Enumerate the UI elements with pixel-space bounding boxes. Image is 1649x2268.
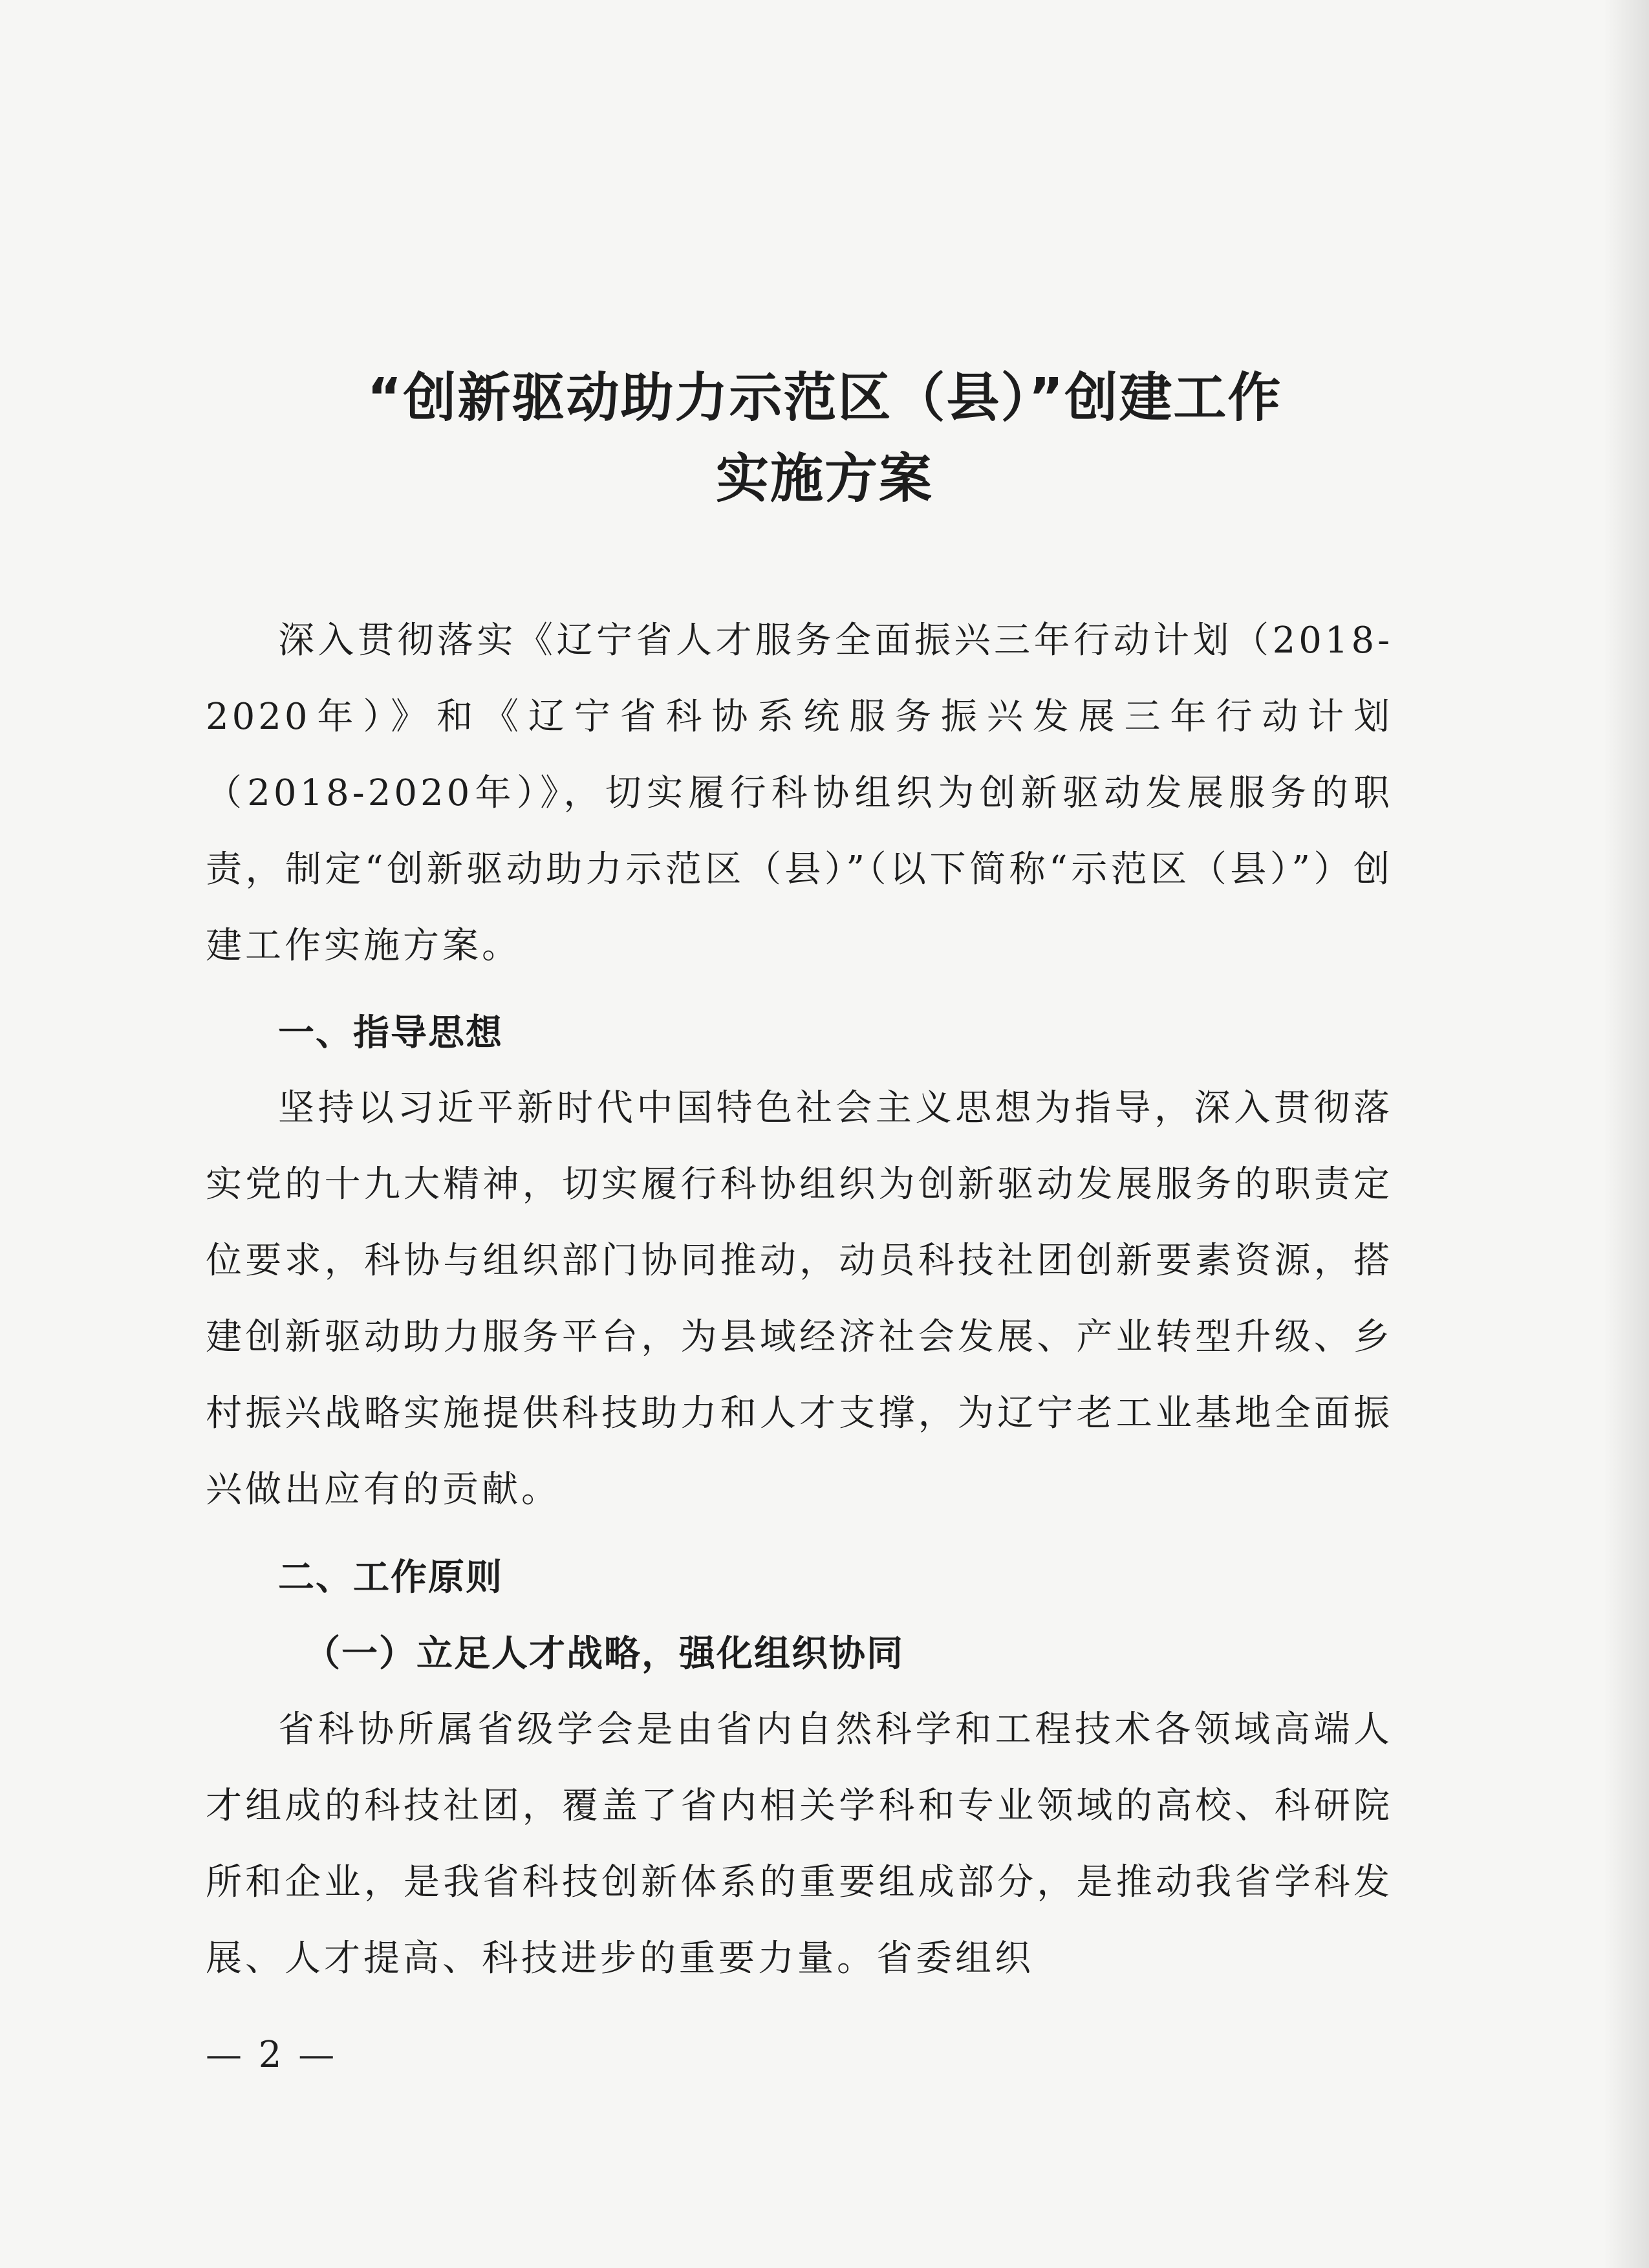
page-edge-shadow <box>1604 0 1649 2268</box>
document-title-line-1: “创新驱动助力示范区（县）”创建工作 <box>367 367 1282 429</box>
subsection1-paragraph: 省科协所属省级学会是由省内自然科学和工程技术各领域高端人才组成的科技社团，覆盖了省内相关学科和专业领域的高校、科研院所和企业，是我省科技创新体系的重要组成部分，是推动我省学科发展、人才提高、科技进步的重要力量。省委组织 <box>206 1709 1393 1980</box>
intro-paragraph: 深入贯彻落实《辽宁省人才服务全面振兴三年行动计划（2018-2020年）》和《辽宁省科协系统服务振兴发展三年行动计划（2018-2020年）》，切实履行科协组织为创新驱动发展服务的职责，制定“创新驱动助力示范区（县）”（以下简称“示范区（县）”）创建工作实施方案。 <box>206 620 1393 967</box>
section-heading-work-principles: 二、工作原则 <box>278 1557 503 1599</box>
document-title-line-2: 实施方案 <box>715 448 933 510</box>
subsection-heading-talent-strategy: （一）立足人才战略，强化组织协同 <box>304 1633 904 1675</box>
section1-paragraph: 坚持以习近平新时代中国特色社会主义思想为指导，深入贯彻落实党的十九大精神，切实履行科协组织为创新驱动发展服务的职责定位要求，科协与组织部门协同推动，动员科技社团创新要素资源，搭建创新驱动助力服务平台，为县域经济社会发展、产业转型升级、乡村振兴战略实施提供科技助力和人才支撑，为辽宁老工业基地全面振兴做出应有的贡献。 <box>206 1087 1393 1511</box>
page-number: — 2 — <box>206 2034 338 2076</box>
section-heading-guiding-ideology: 一、指导思想 <box>278 1012 503 1054</box>
